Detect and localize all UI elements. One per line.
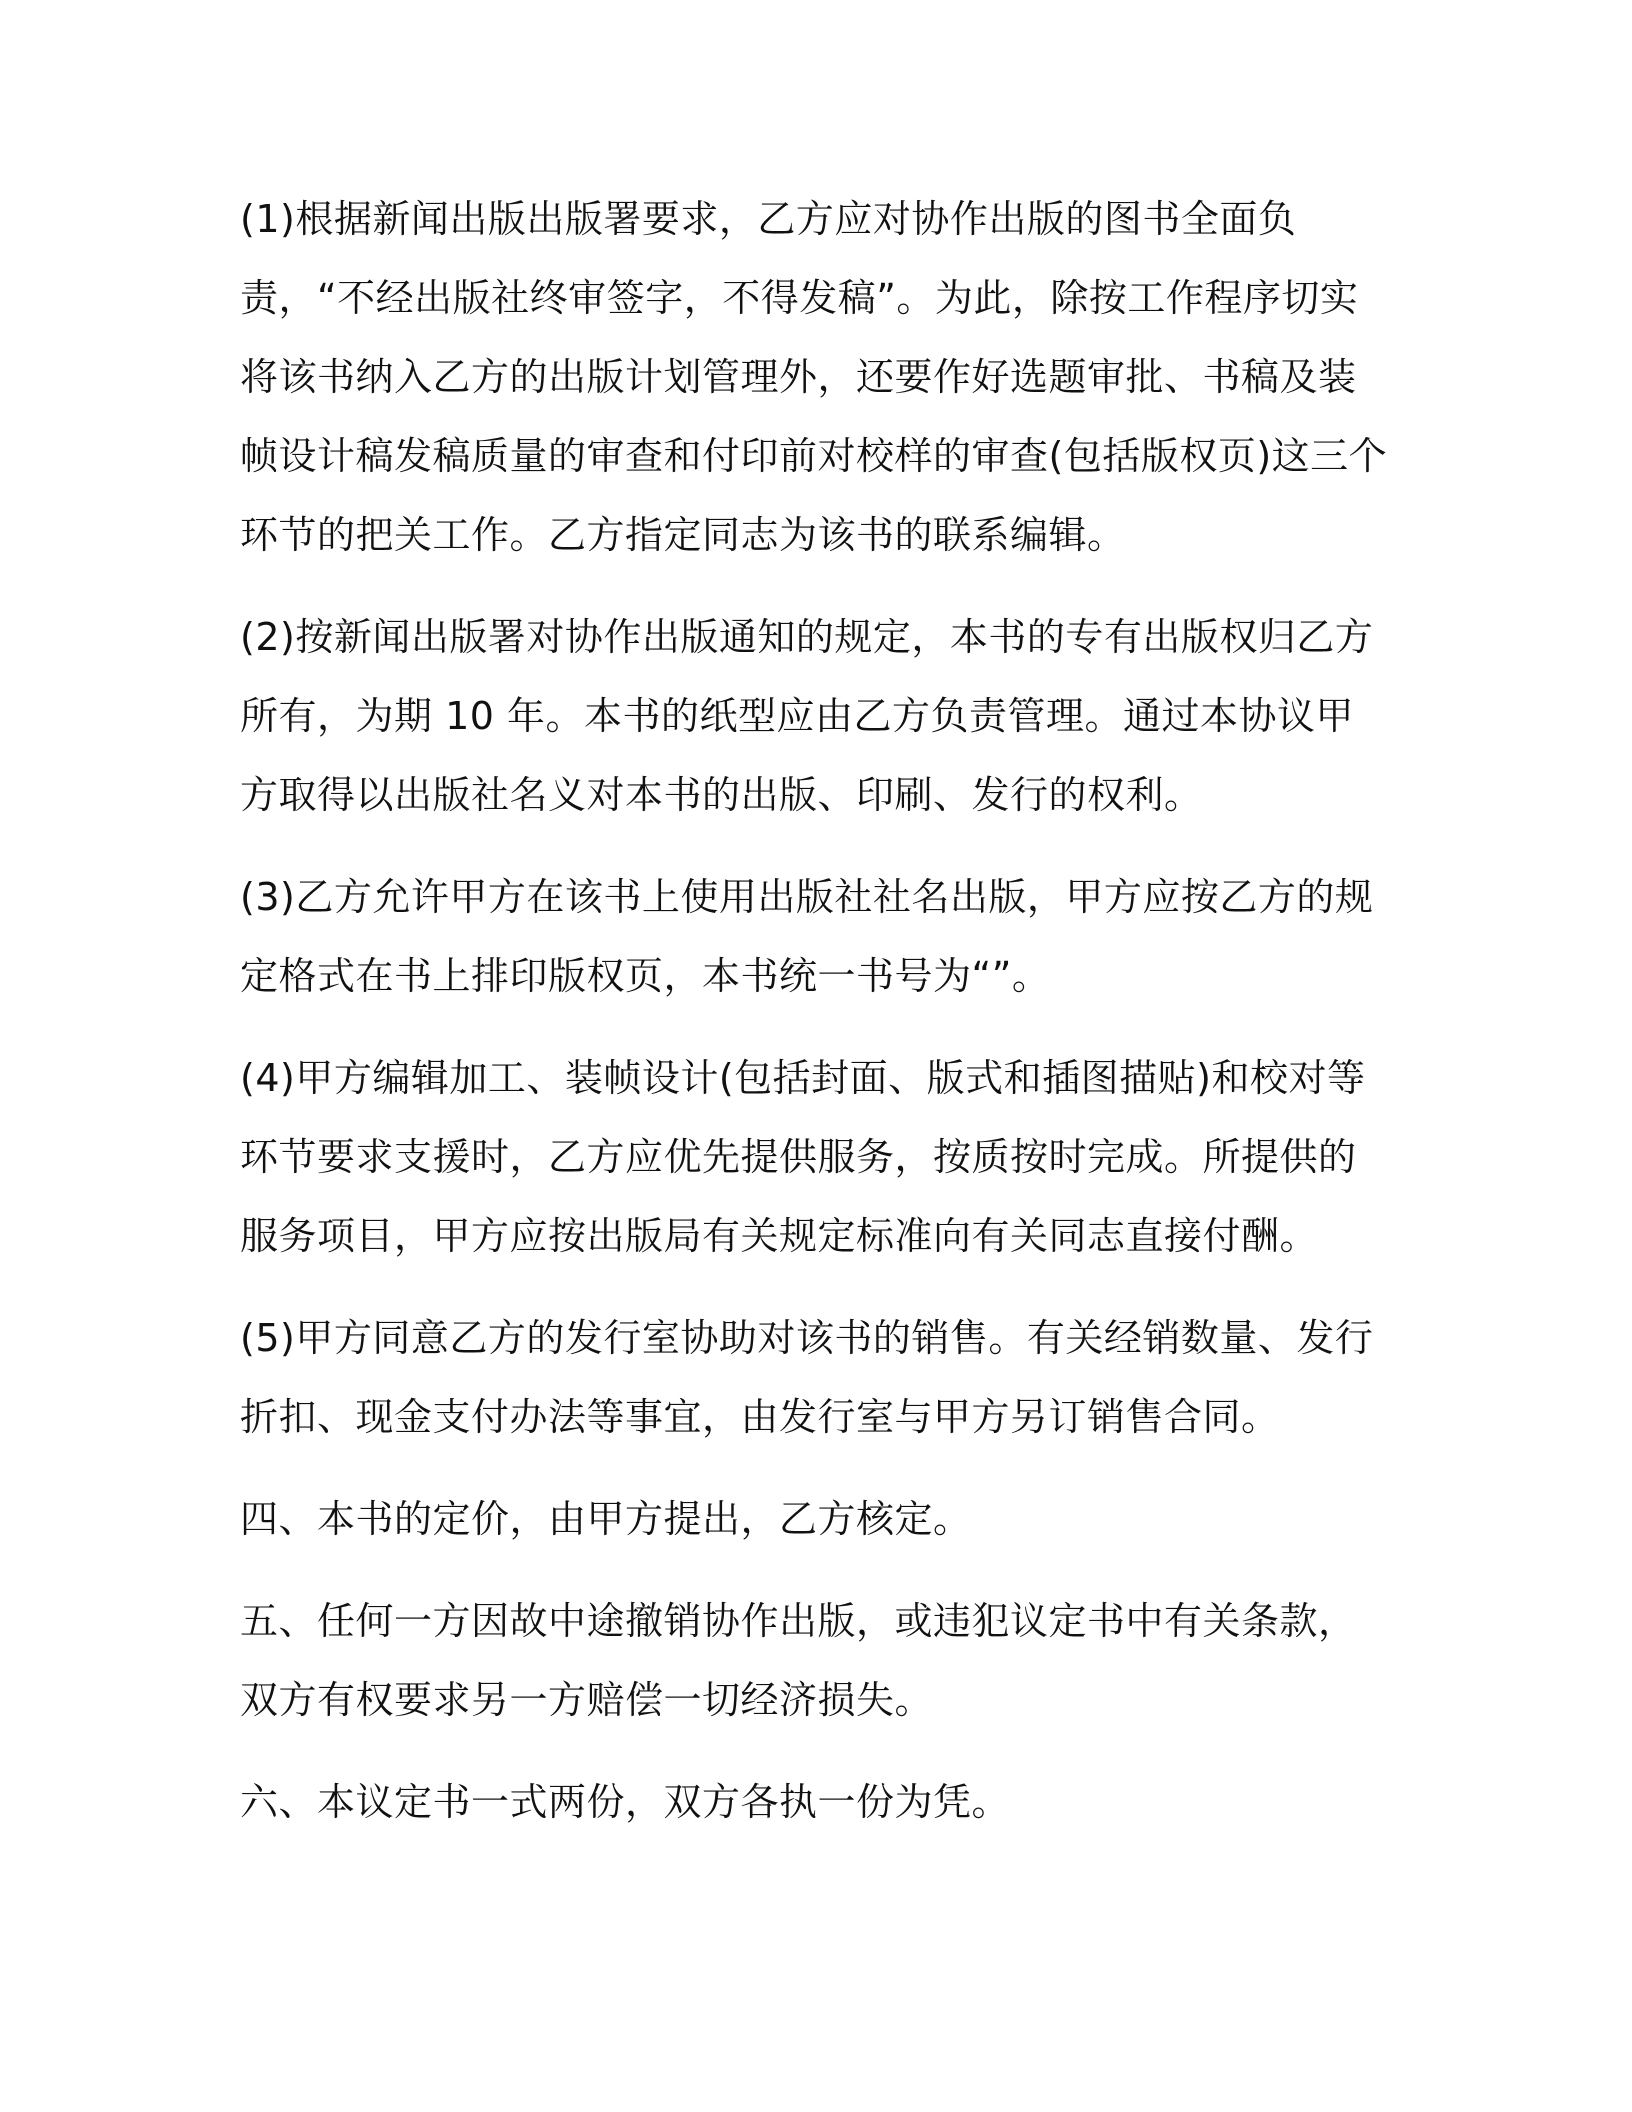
- section-five-compensation-paragraph: 五、任何一方因故中途撤销协作出版，或违犯议定书中有关条款，双方有权要求另一方赔偿一切经济损失。: [240, 1599, 1357, 1722]
- document-body: [240, 180, 1390, 1865]
- clause-2-paragraph: (2)按新闻出版署对协作出版通知的规定，本书的专有出版权归乙方所有，为期 10 年。本书的纸型应由乙方负责管理。通过本协议甲方取得以出版社名义对本书的出版、印刷、发行的权利。: [240, 615, 1374, 817]
- section-six-copies-paragraph: 六、本议定书一式两份，双方各执一份为凭。: [240, 1780, 1011, 1824]
- section-four-pricing-paragraph: 四、本书的定价，由甲方提出，乙方核定。: [240, 1497, 972, 1541]
- clause-3-paragraph: (3)乙方允许甲方在该书上使用出版社社名出版，甲方应按乙方的规定格式在书上排印版权页，本书统一书号为“”。: [240, 875, 1374, 998]
- clause-1-paragraph: (1)根据新闻出版出版署要求，乙方应对协作出版的图书全面负责，“不经出版社终审签字，不得发稿”。为此，除按工作程序切实将该书纳入乙方的出版计划管理外，还要作好选题审批、书稿及装帧设计稿发稿质量的审查和付印前对校样的审查(包括版权页)这三个环节的把关工作。乙方指定同志为该书的联系编辑。: [240, 197, 1388, 557]
- clause-4-paragraph: (4)甲方编辑加工、装帧设计(包括封面、版式和插图描贴)和校对等环节要求支援时，乙方应优先提供服务，按质按时完成。所提供的服务项目，甲方应按出版局有关规定标准向有关同志直接付酬。: [240, 1056, 1366, 1258]
- clause-5-paragraph: (5)甲方同意乙方的发行室协助对该书的销售。有关经销数量、发行折扣、现金支付办法等事宜，由发行室与甲方另订销售合同。: [240, 1316, 1374, 1439]
